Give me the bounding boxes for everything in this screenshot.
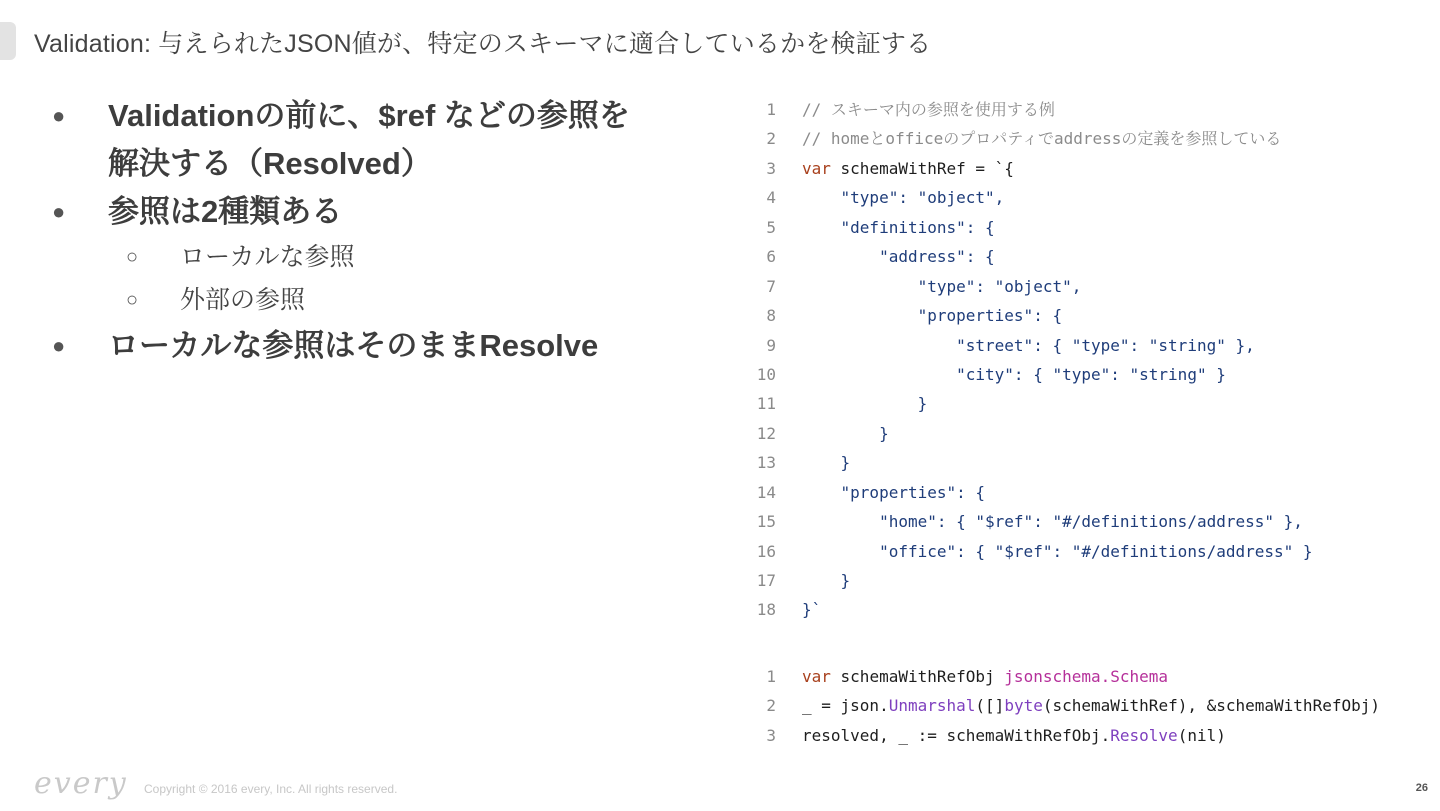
code-line (740, 566, 1313, 595)
company-logo: every (34, 766, 128, 801)
line-number: 4 (766, 188, 776, 208)
line-number: 17 (756, 571, 776, 590)
bullet-marker: ● (52, 199, 66, 224)
code-block-resolve (740, 662, 1380, 750)
code-text: "type": "object", (802, 276, 1082, 296)
page-number: 26 (1415, 782, 1428, 794)
code-comment: // スキーマ内の参照を使用する例 (802, 100, 1055, 119)
bullet-text: 解決する（Resolved） (108, 146, 432, 181)
line-number: 15 (756, 512, 776, 532)
bullet-item-2 (50, 188, 690, 236)
code-line (740, 448, 1313, 477)
code-text: schemaWithRef = `{ (830, 158, 1014, 178)
header-tab-decoration (0, 22, 16, 60)
code-text: "definitions": { (802, 217, 995, 237)
code-line (740, 360, 1313, 389)
code-text: _ = json. (802, 696, 889, 716)
code-text: ([] (975, 696, 1005, 716)
code-line (740, 213, 1313, 242)
code-line (740, 595, 1313, 624)
code-keyword: var (802, 667, 831, 686)
code-text: "type": "object", (802, 188, 1005, 208)
code-text: } (802, 571, 851, 590)
code-line (740, 419, 1313, 448)
code-block-schema (740, 95, 1313, 625)
line-number: 7 (766, 276, 776, 296)
sub-bullet-text: 外部の参照 (180, 286, 306, 314)
code-function: Unmarshal (888, 696, 976, 716)
code-text: (nil) (1177, 725, 1226, 745)
line-number: 18 (756, 600, 776, 620)
code-type: jsonschema.Schema (1004, 667, 1169, 686)
bullet-text: ローカルな参照はそのままResolve (108, 328, 599, 363)
bullet-list (50, 92, 690, 370)
code-line (740, 124, 1313, 153)
bullet-marker: ● (52, 103, 66, 128)
page-title: Validation: 与えられたJSON値が、特定のスキーマに適合しているかを検証する (34, 30, 932, 58)
line-number: 6 (766, 247, 776, 267)
code-line (740, 721, 1380, 750)
line-number: 1 (766, 100, 776, 119)
code-text: (schemaWithRef), &schemaWithRefObj) (1042, 696, 1380, 716)
sub-bullet-local-reference (50, 236, 690, 279)
copyright-text: Copyright © 2016 every, Inc. All rights reserved. (144, 782, 398, 796)
line-number: 3 (766, 158, 776, 178)
code-line (740, 183, 1313, 212)
code-text: "home": { "$ref": "#/definitions/address" }, (802, 512, 1303, 532)
code-text: schemaWithRefObj (830, 667, 1005, 686)
code-line (740, 478, 1313, 507)
line-number: 5 (766, 217, 776, 237)
code-line (740, 95, 1313, 124)
code-line (740, 154, 1313, 183)
code-line (740, 537, 1313, 566)
line-number: 10 (756, 364, 776, 384)
line-number: 16 (756, 541, 776, 561)
code-text: }` (802, 600, 822, 620)
code-line (740, 662, 1380, 691)
line-number: 8 (766, 306, 776, 326)
line-number: 14 (756, 482, 776, 502)
bullet-marker: ● (52, 333, 66, 358)
code-line (740, 272, 1313, 301)
code-text: resolved, _ := schemaWithRefObj. (802, 725, 1111, 745)
code-line (740, 331, 1313, 360)
code-line (740, 301, 1313, 330)
code-text: "properties": { (802, 482, 986, 502)
sub-bullet-marker: ○ (126, 246, 139, 268)
bullet-item-3 (50, 322, 690, 370)
line-number: 12 (756, 423, 776, 443)
bullet-text: 参照は2種類ある (108, 194, 343, 229)
line-number: 9 (766, 335, 776, 355)
line-number: 2 (766, 129, 776, 149)
code-line (740, 691, 1380, 720)
code-text: "properties": { (802, 306, 1063, 326)
sub-bullet-marker: ○ (126, 289, 139, 311)
code-text: "address": { (802, 247, 995, 267)
code-keyword: var (802, 158, 831, 178)
line-number: 1 (766, 667, 776, 686)
bullet-item-1 (50, 92, 690, 140)
sub-bullet-text: ローカルな参照 (180, 243, 355, 271)
code-text: "city": { "type": "string" } (802, 364, 1226, 384)
sub-bullet-external-reference (50, 279, 690, 322)
code-comment: // homeとofficeのプロパティでaddressの定義を参照している (802, 129, 1282, 149)
code-line (740, 389, 1313, 418)
code-text: } (802, 394, 928, 414)
line-number: 13 (756, 453, 776, 473)
code-text: "street": { "type": "string" }, (802, 335, 1255, 355)
line-number: 3 (766, 725, 776, 745)
code-function: Resolve (1110, 725, 1178, 745)
code-line (740, 507, 1313, 536)
code-text: } (802, 423, 889, 443)
line-number: 11 (756, 394, 776, 414)
code-text: } (802, 453, 851, 473)
line-number: 2 (766, 696, 776, 716)
code-line (740, 242, 1313, 271)
bullet-item-1-continued (50, 140, 690, 188)
bullet-text: Validationの前に、$ref などの参照を (108, 98, 630, 133)
code-text: "office": { "$ref": "#/definitions/address" } (802, 541, 1313, 561)
code-function: byte (1004, 696, 1043, 716)
